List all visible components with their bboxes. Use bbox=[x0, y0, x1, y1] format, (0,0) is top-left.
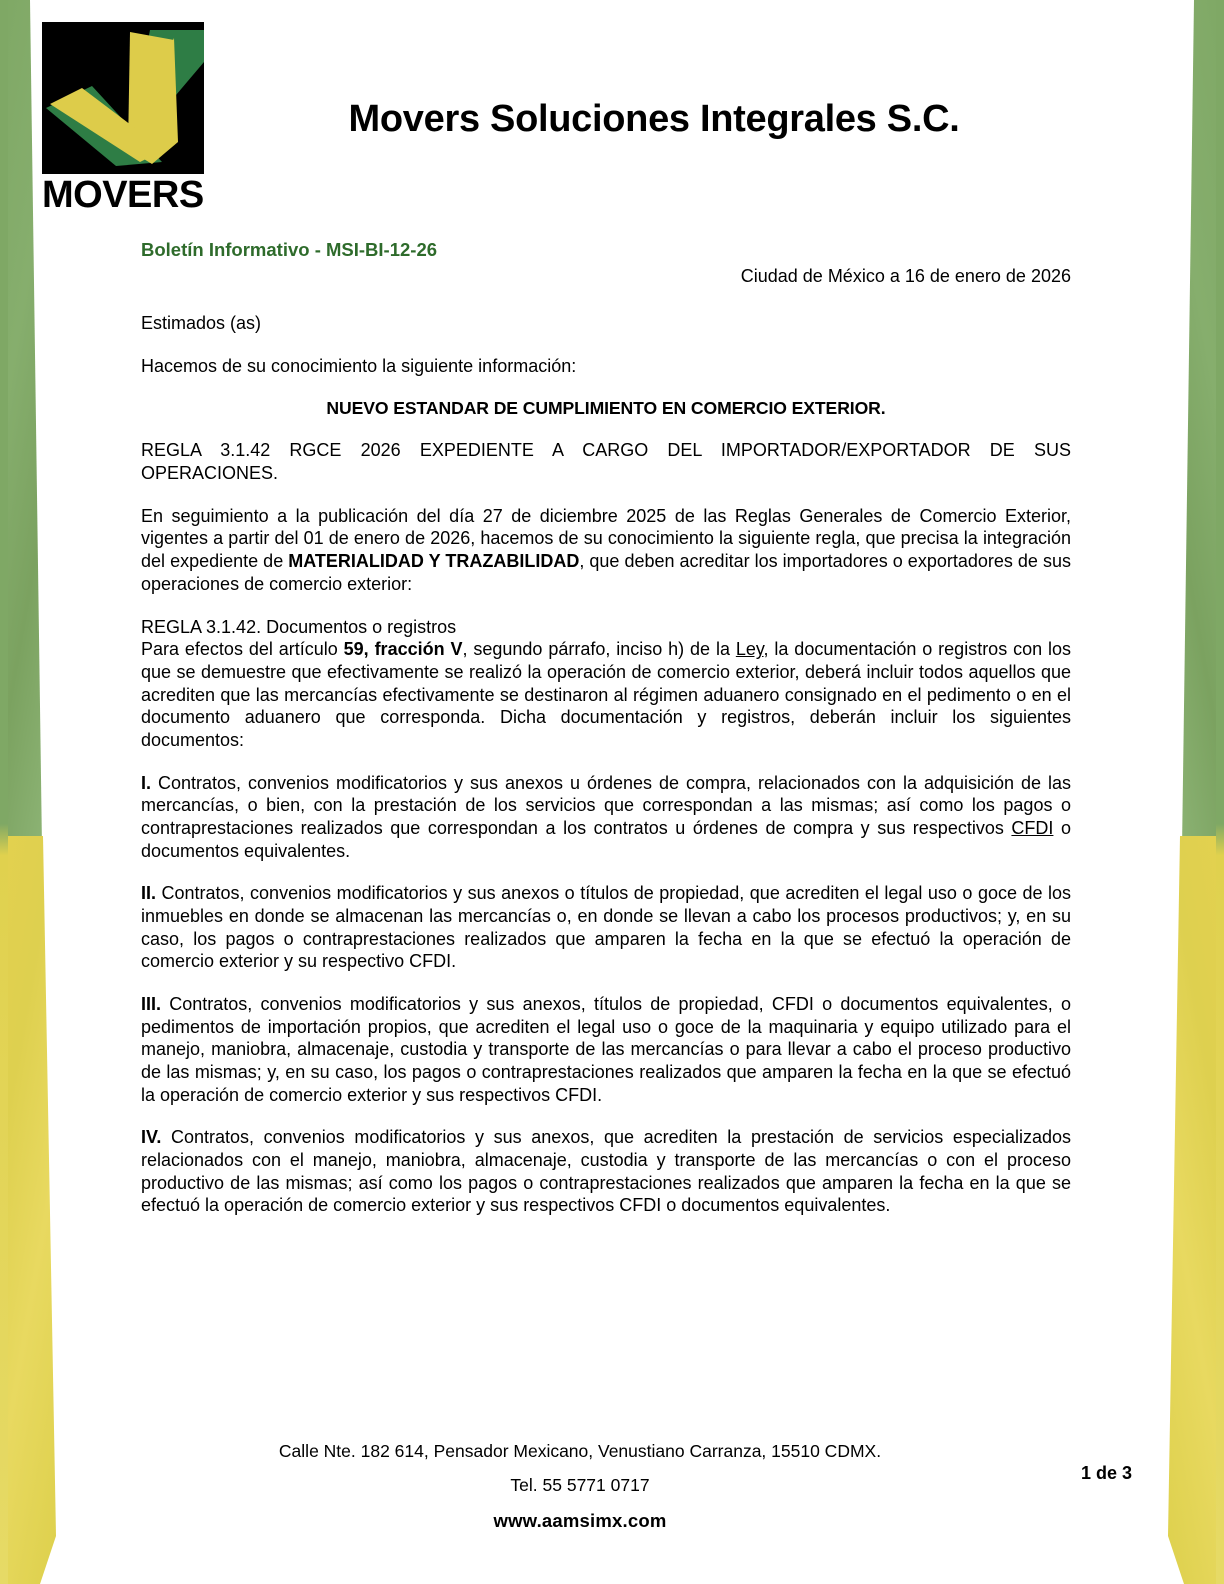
bulletin-id: Boletín Informativo - MSI-BI-12-26 bbox=[141, 239, 438, 260]
document-header bbox=[0, 0, 1224, 232]
item-numeral: I. bbox=[141, 772, 152, 793]
right-border-thin-stripe bbox=[1216, 0, 1224, 1584]
context-bold: MATERIALIDAD Y TRAZABILIDAD bbox=[288, 551, 580, 572]
item-numeral: III. bbox=[141, 993, 162, 1014]
rule-body-2: , segundo párrafo, inciso h) de la bbox=[462, 639, 736, 660]
rule-body-1: Para efectos del artículo bbox=[141, 639, 344, 660]
context-paragraph bbox=[141, 505, 1071, 596]
item-text-1: Contratos, convenios modificatorios y sus anexos, títulos de propiedad, CFDI o documentos equivalentes, o pedimentos de importación propios, que acrediten el legal uso o goce de la maquinaria y equipo utilizado para el manejo, maniobra, almacenaje, custodia y transporte de las mercancías o para llevar a cabo el proceso productivo de las mismas; y, en su caso, los pagos o contraprestaciones realizados que amparen la fecha en la que se efectuó la operación de comercio exterior y sus respectivos CFDI. bbox=[141, 993, 1071, 1105]
movers-logo-icon bbox=[42, 22, 204, 174]
item-text-1: Contratos, convenios modificatorios y sus anexos, que acrediten la prestación de servicios especializados relacionados con el manejo, maniobra, almacenaje, custodia y transporte de las mercancías o con el proceso productivo de las mismas; así como los pagos o contraprestaciones realizados que amparen la fecha en la que se efectuó la operación de comercio exterior y sus respectivos CFDI o documentos equivalentes. bbox=[141, 1127, 1071, 1216]
rule-heading: REGLA 3.1.42. Documentos o registros bbox=[141, 616, 457, 637]
rule-body-underline: Ley bbox=[735, 639, 764, 660]
document-body bbox=[141, 238, 1071, 1237]
list-item bbox=[141, 993, 1071, 1106]
footer-contact-block bbox=[160, 1441, 1000, 1532]
context-text-2: , que deben acreditar los importadores o exportadores de sus operaciones de comercio exterior: bbox=[141, 551, 1071, 594]
context-text-1: En seguimiento a la publicación del día 27 de diciembre 2025 de las Reglas Generales de Comercio Exterior, vigentes a partir del 01 de enero de 2026, hacemos de su conocimiento la siguiente regla, que precisa la integración del expediente de bbox=[141, 505, 1071, 572]
left-decorative-border bbox=[0, 0, 80, 1584]
item-numeral: IV. bbox=[141, 1127, 162, 1148]
item-numeral: II. bbox=[141, 883, 157, 904]
rule-body-3: , la documentación o registros con los que se demuestre que efectivamente se realizó la operación de comercio exterior, deberá incluir todos aquellos que acrediten que las mercancías efectivamente se destinaron al régimen aduanero consignado en el pedimento o en el documento aduanero que corresponda. Dicha documentación y registros, deberán incluir los siguientes documentos: bbox=[141, 639, 1071, 750]
list-item bbox=[141, 1126, 1071, 1217]
salutation: Estimados (as) bbox=[141, 312, 262, 333]
footer-website[interactable]: www.aamsimx.com bbox=[493, 1510, 667, 1531]
headline: NUEVO ESTANDAR DE CUMPLIMIENTO EN COMERCIO EXTERIOR. bbox=[326, 398, 886, 419]
footer-address: Calle Nte. 182 614, Pensador Mexicano, Venustiano Carranza, 15510 CDMX. bbox=[278, 1441, 882, 1461]
page-number: 1 de 3 bbox=[1080, 1463, 1132, 1483]
document-footer bbox=[0, 1441, 1224, 1532]
page-title: Movers Soluciones Integrales S.C. bbox=[348, 98, 960, 140]
logo-wordmark: MOVERS bbox=[42, 174, 204, 216]
intro-line: Hacemos de su conocimiento la siguiente información: bbox=[141, 355, 577, 376]
item-text-1: Contratos, convenios modificatorios y sus anexos o títulos de propiedad, que acrediten el legal uso o goce de los inmuebles en donde se almacenan las mercancías o, en donde se llevan a cabo los procesos productivos; y, en su caso, los pagos o contraprestaciones realizados que amparen la fecha en la que se efectuó la operación de comercio exterior y su respectivo CFDI. bbox=[141, 883, 1071, 972]
list-item bbox=[141, 882, 1071, 973]
list-item bbox=[141, 772, 1071, 863]
left-border-thin-stripe bbox=[0, 0, 8, 1584]
footer-phone: Tel. 55 5771 0717 bbox=[510, 1475, 650, 1495]
item-underline: CFDI bbox=[1011, 817, 1054, 838]
company-logo bbox=[42, 22, 204, 214]
rule-title: REGLA 3.1.42 RGCE 2026 EXPEDIENTE A CARGO DEL IMPORTADOR/EXPORTADOR DE SUS OPERACIONES. bbox=[141, 440, 1071, 484]
item-text-2: o documentos equivalentes. bbox=[141, 817, 1072, 861]
rule-body-bold: 59, fracción V bbox=[343, 639, 463, 660]
item-text-1: Contratos, convenios modificatorios y sus anexos u órdenes de compra, relacionados con la adquisición de las mercancías, o bien, con la prestación de los servicios que correspondan a las mismas; así como los pagos o contraprestaciones realizados que correspondan a los contratos u órdenes de compra y sus respectivos bbox=[141, 772, 1071, 838]
city-date: Ciudad de México a 16 de enero de 2026 bbox=[740, 266, 1071, 287]
rule-body bbox=[141, 638, 1071, 751]
right-decorative-border bbox=[1144, 0, 1224, 1584]
